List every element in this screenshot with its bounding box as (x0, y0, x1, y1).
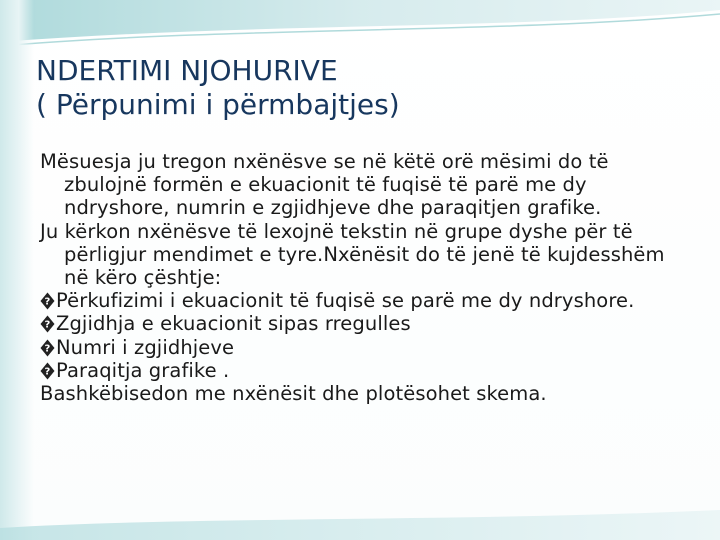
paragraph-text: Ju kërkon nxënësve të lexojnë tekstin në grupe dyshe për të përligjur mendimet e tyre.Nxënësit do të jenë të kujdesshëm në këro çështje: (40, 219, 665, 290)
svg-text:?: ? (44, 343, 51, 355)
top-decoration (0, 0, 720, 60)
missing-glyph-icon (40, 292, 55, 310)
left-decoration (0, 0, 34, 540)
paragraph-text: Numri i zgjidhjeve (56, 335, 235, 359)
missing-glyph-icon (40, 315, 55, 333)
paragraph-text: Përkufizimi i ekuacionit të fuqisë se parë me dy ndryshore. (56, 289, 635, 313)
slide-title (36, 54, 400, 122)
svg-text:?: ? (44, 320, 51, 332)
body-paragraph (40, 220, 680, 290)
body-paragraph (40, 150, 680, 220)
body-paragraph (40, 382, 680, 405)
slide-body (40, 150, 680, 405)
missing-glyph-icon (40, 362, 55, 380)
missing-glyph-icon (40, 339, 55, 357)
bullet-item (40, 312, 680, 335)
title-line-2: ( Përpunimi i përmbajtjes) (36, 88, 400, 121)
paragraph-text: Mësuesja ju tregon nxënësve se në këtë orë mësimi do të zbulojnë formën e ekuacionit të fuqisë të parë me dy ndryshore, numrin e zgjidhjeve dhe paraqitjen grafike. (40, 150, 609, 220)
paragraph-text: Zgjidhja e ekuacionit sipas rregulles (56, 312, 411, 336)
svg-text:?: ? (44, 366, 51, 378)
bullet-item (40, 289, 680, 312)
paragraph-text: Paraqitja grafike . (56, 358, 230, 382)
bullet-item (40, 336, 680, 359)
title-line-1: NDERTIMI NJOHURIVE (36, 54, 338, 87)
bottom-decoration (0, 500, 720, 540)
bullet-item (40, 359, 680, 382)
paragraph-text: Bashkëbisedon me nxënësit dhe plotësohet skema. (40, 382, 547, 406)
svg-text:?: ? (44, 296, 51, 308)
